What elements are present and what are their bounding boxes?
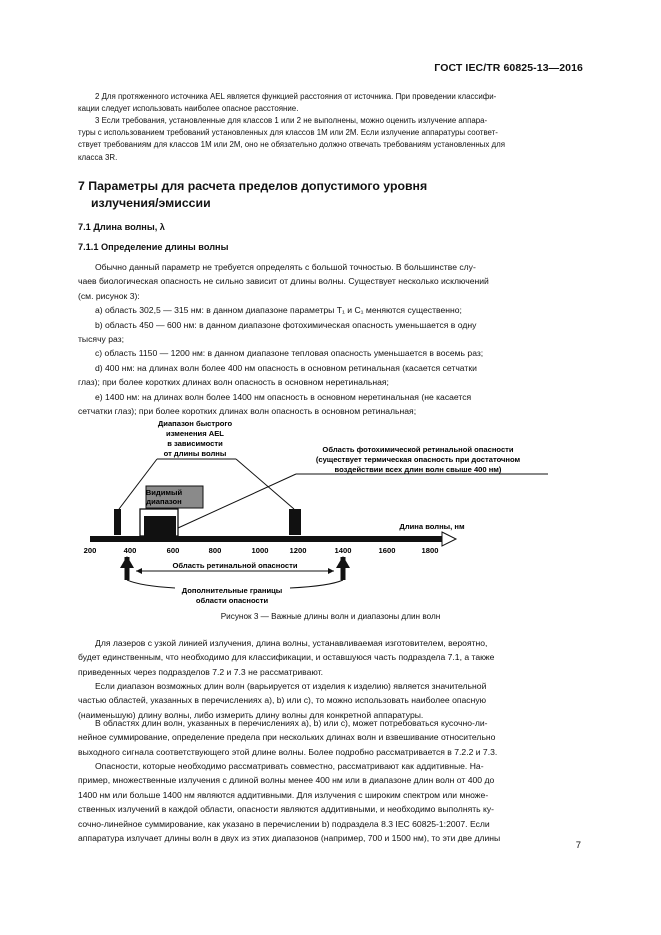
intro-line: Обычно данный параметр не требуется определять с большой точностью. В большинстве слу- — [95, 262, 476, 272]
axis-arrow — [442, 532, 456, 546]
page-number: 7 — [575, 840, 581, 851]
list-item-d-cont: глаз); при более коротких длинах волн опасность в основном неретинальная; — [78, 377, 389, 388]
paragraph-line: пример, множественные излучения с длиной волны менее 400 нм или в диапазоне длин волн от 400 до — [78, 775, 495, 786]
photochem-label-line: (существует термическая опасность при достаточном — [315, 455, 521, 464]
paragraph-line: Для лазеров с узкой линией излучения, длина волны, устанавливаемая изготовителем, вероятно, — [95, 638, 488, 648]
arrow-400-head — [120, 556, 134, 568]
list-item-d: d) 400 нм: на длинах волн более 400 нм опасность в основном ретинальная (касается сетчатки — [95, 362, 477, 373]
fast-change-label-line: изменения AEL — [166, 429, 224, 438]
fast-change-label-line: Диапазон быстрого — [157, 419, 233, 428]
note-3-line: класса 3R. — [78, 152, 118, 162]
list-item-a: а) область 302,5 — 315 нм: в данном диапазоне параметры T₁ и C₁ меняются существенно; — [95, 305, 462, 316]
paragraph-line: приведенных через подразделов 7.2 и 7.3 не рассматривают. — [78, 666, 324, 677]
intro-line: (см. рисунок 3): — [78, 290, 140, 301]
note-2 — [78, 91, 583, 115]
tick-label: 1400 — [334, 546, 352, 555]
paragraph-line: (наименьшую) длину волны, либо измерить длину волны для конкретной аппаратуры. — [78, 709, 424, 720]
retinal-span-arrow-left — [136, 568, 142, 574]
band-302-315 — [114, 509, 121, 535]
intro-paragraph — [78, 260, 583, 418]
figure-3-caption: Рисунок 3 — Важные длины волн и диапазоны длин волн — [220, 612, 441, 621]
list-item-e-cont: сетчатки глаз); при более коротких длинах волн опасность в основном ретинальная; — [78, 406, 417, 417]
band-1150-1200 — [289, 509, 301, 535]
section-7-1-heading: 7.1 Длина волны, λ — [78, 222, 165, 232]
axis-label: Длина волны, нм — [399, 522, 465, 531]
list-item-b: b) область 450 — 600 нм: в данном диапазоне фотохимическая опасность уменьшается в одну — [95, 319, 477, 330]
retinal-span-arrow-right — [328, 568, 334, 574]
tick-label: 1000 — [251, 546, 269, 555]
list-item-e: е) 1400 нм: на длинах волн более 1400 нм опасность в основном неретинальная (не касается — [95, 391, 472, 402]
fast-change-label-line: от длины волны — [163, 449, 227, 458]
section-7-title-line: 7 Параметры для расчета пределов допустимого уровня — [78, 179, 428, 193]
section-7-heading — [78, 178, 583, 212]
photochem-label-line: воздействии всех длин волн свыше 400 нм) — [334, 465, 502, 474]
figure-3-wavelength-diagram — [0, 410, 661, 610]
photochem-label-line: Область фотохимической ретинальной опасности — [322, 445, 514, 454]
paragraph-line: нейное суммирование, определение предела при нескольких длинах волн и взвешивание относительно — [78, 732, 496, 743]
tick-label: 1200 — [289, 546, 307, 555]
section-7-1-1-heading: 7.1.1 Определение длины волны — [78, 242, 229, 252]
list-item-c: с) область 1150 — 1200 нм: в данном диапазоне тепловая опасность уменьшается в восемь раз; — [95, 348, 484, 359]
note-3-line: ствует требованиям для классов 1М или 2М, оно не обязательно должно отвечать требованиям установленных для — [78, 140, 505, 150]
band-450-600 — [144, 516, 176, 536]
note-3-line: 3 Если требования, установленные для классов 1 или 2 не выполнены, можно оценить излучение аппара- — [95, 116, 488, 125]
additional-boundaries-label-line: Дополнительные границы — [181, 586, 283, 595]
additive-paragraph — [78, 759, 583, 845]
fast-change-label-line: в зависимости — [167, 439, 223, 448]
note-3-line: туры с использованием требований установленных для классов 1М или 2М. Если излучение аппаратуры соответ- — [78, 128, 498, 138]
document-header: ГОСТ IEC/TR 60825-13—2016 — [434, 62, 583, 74]
list-item-b-cont: тысячу раз; — [78, 334, 125, 345]
lasers-paragraph — [78, 636, 583, 679]
tick-label: 1600 — [378, 546, 396, 555]
paragraph-line: сочно-линейное суммирование, как указано в перечислении b) подраздела 8.3 IEC 60825-1:2007. Если — [78, 818, 490, 829]
paragraph-line: 1400 нм или больше 1400 нм являются аддитивными. Для излучения с широким спектром или множе- — [78, 789, 489, 800]
paragraph-line: Если диапазон возможных длин волн (варьируется от изделия к изделию) является значительной — [95, 681, 487, 691]
visible-range-label-line: Видимый — [145, 488, 183, 497]
tick-label: 200 — [83, 546, 97, 555]
piecewise-paragraph — [78, 716, 583, 759]
note-3 — [78, 115, 583, 164]
wavelength-axis — [90, 536, 442, 542]
pointer-line-right — [236, 459, 294, 509]
curve-to-400 — [127, 580, 175, 588]
intro-line: чаев биологическая опасность не сильно зависит от длины волны. Существует несколько исключений — [78, 276, 489, 287]
note-2-line: 2 Для протяженного источника AEL является функцией расстояния от источника. При проведении классифи- — [95, 92, 497, 101]
tick-label: 400 — [123, 546, 137, 555]
note-2-line: кации следует использовать наиболее опасное расстояние. — [78, 104, 299, 114]
paragraph-line: выходного сигнала соответствующего этой длине волны. Более подробно рассматривается в 7.2.2 и 7.3. — [78, 746, 498, 757]
curve-to-1400 — [290, 580, 343, 588]
visible-range-label-line: диапазон — [146, 497, 182, 506]
tick-label: 800 — [208, 546, 222, 555]
additional-boundaries-label-line: области опасности — [195, 596, 269, 605]
paragraph-line: будет единственным, что необходимо для классификации, и оставшуюся часть подраздела 7.1, а также — [78, 652, 495, 663]
arrow-1400-head — [336, 556, 350, 568]
paragraph-line: частью областей, указанных в перечислениях а), b) или с), то можно использовать наиболее опасную — [78, 695, 487, 706]
tick-label: 1800 — [421, 546, 439, 555]
paragraph-line: В областях длин волн, указанных в перечислениях а), b) или с), может потребоваться кусочно-ли- — [95, 718, 488, 728]
tick-label: 600 — [166, 546, 180, 555]
paragraph-line: Опасности, которые необходимо рассматривать совместно, рассматривают как аддитивные. На- — [95, 761, 484, 771]
paragraph-line: аппаратура излучает длины волн в двух из этих диапазонов (например, 700 и 1500 нм), то эти две длины — [78, 833, 501, 844]
section-7-title-line: излучения/эмиссии — [91, 196, 211, 210]
paragraph-line: ственных излучений в каждой области, опасности являются аддитивными, и необходимо выполнять ку- — [78, 804, 495, 815]
retinal-hazard-label: Область ретинальной опасности — [172, 561, 298, 570]
